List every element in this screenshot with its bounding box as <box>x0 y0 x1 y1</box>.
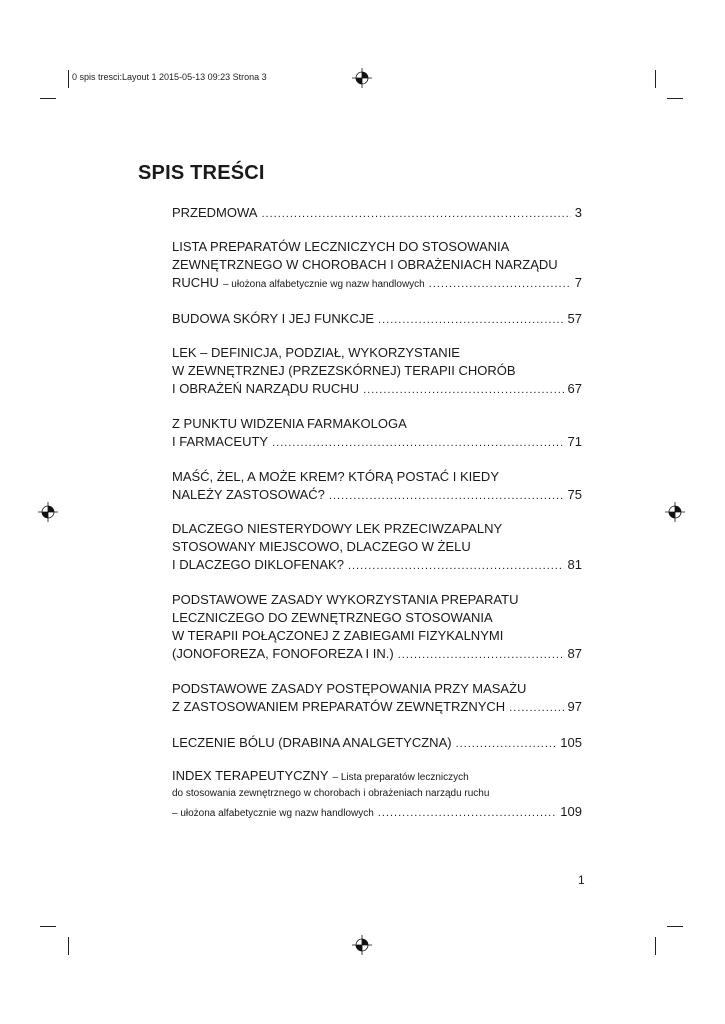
toc-entry[interactable] <box>172 591 582 663</box>
toc-entry-title: W TERAPII POŁĄCZONEJ Z ZABIEGAMI FIZYKALNYMI <box>172 628 504 643</box>
toc-entry[interactable] <box>172 310 582 328</box>
toc-entry-title: Z PUNKTU WIDZENIA FARMAKOLOGA <box>172 416 407 431</box>
dot-leader <box>429 275 571 293</box>
toc-entry-title: PODSTAWOWE ZASADY POSTĘPOWANIA PRZY MASAŻU <box>172 681 527 696</box>
toc-page-number: 75 <box>567 487 582 502</box>
toc-entry-title: INDEX TERAPEUTYCZNY <box>172 768 329 783</box>
crop-mark-bottom-right-v <box>655 937 656 955</box>
dot-leader <box>272 434 563 452</box>
toc-page-number: 67 <box>567 381 582 396</box>
dot-leader <box>509 699 563 717</box>
toc-entry-title: I OBRAŻEŃ NARZĄDU RUCHU <box>172 381 360 396</box>
toc-page-number: 57 <box>567 311 582 326</box>
dot-leader <box>378 311 564 329</box>
crop-mark-bottom-left-v <box>68 937 69 955</box>
toc-entry[interactable] <box>172 344 582 398</box>
toc-entry-note: do stosowania zewnętrznego w chorobach i obrażeniach narządu ruchu <box>172 788 490 799</box>
toc-entry-title: STOSOWANY MIEJSCOWO, DLACZEGO W ŻELU <box>172 539 471 554</box>
toc-page-number: 109 <box>560 804 582 819</box>
dot-leader <box>363 381 563 399</box>
dot-leader <box>261 205 570 223</box>
toc-entry-title: ZEWNĘTRZNEGO W CHOROBACH I OBRAŻENIACH NARZĄDU <box>172 257 558 272</box>
toc-entry-index[interactable] <box>172 767 582 821</box>
toc-entry-title: PRZEDMOWA <box>172 205 258 220</box>
toc-entry[interactable] <box>172 520 582 574</box>
toc-entry-title: NALEŻY ZASTOSOWAĆ? <box>172 487 325 502</box>
dot-leader <box>348 557 564 575</box>
toc-entry[interactable] <box>172 734 582 752</box>
page-number: 1 <box>578 873 585 887</box>
crop-mark-bottom-left-h <box>40 926 56 927</box>
dot-leader <box>398 646 564 664</box>
toc-page-number: 105 <box>560 735 582 750</box>
toc-entry-title: BUDOWA SKÓRY I JEJ FUNKCJE <box>172 311 375 326</box>
toc-entry-title: I DLACZEGO DIKLOFENAK? <box>172 557 344 572</box>
crop-mark-top-right-h <box>667 98 683 99</box>
toc-page-number: 7 <box>574 275 582 290</box>
toc-entry-title: I FARMACEUTY <box>172 434 269 449</box>
registration-mark-top-icon <box>352 68 372 88</box>
toc-entry-title: RUCHU <box>172 275 219 290</box>
toc-entry-note: – Lista preparatów leczniczych <box>332 772 469 783</box>
toc-entry-title: LECZNICZEGO DO ZEWNĘTRZNEGO STOSOWANIA <box>172 610 493 625</box>
toc-entry-title: LISTA PREPARATÓW LECZNICZYCH DO STOSOWANIA <box>172 239 510 254</box>
toc-entry[interactable] <box>172 204 582 222</box>
toc-page-number: 71 <box>567 434 582 449</box>
toc-page-number: 81 <box>567 557 582 572</box>
toc-entry-title: MAŚĆ, ŻEL, A MOŻE KREM? KTÓRĄ POSTAĆ I KIEDY <box>172 469 499 484</box>
printer-slug: 0 spis tresci:Layout 1 2015-05-13 09:23 Strona 3 <box>72 72 267 82</box>
dot-leader <box>456 735 557 753</box>
page-title: SPIS TREŚCI <box>138 162 265 184</box>
toc-entry[interactable] <box>172 238 582 292</box>
crop-mark-top-right-v <box>655 70 656 88</box>
toc-entry-note: – ułożona alfabetycznie wg nazw handlowych <box>172 808 374 819</box>
toc-entry-title: LECZENIE BÓLU (DRABINA ANALGETYCZNA) <box>172 735 452 750</box>
dot-leader <box>378 804 557 822</box>
toc-page-number: 87 <box>567 646 582 661</box>
toc-entry-title: W ZEWNĘTRZNEJ (PRZEZSKÓRNEJ) TERAPII CHORÓB <box>172 363 516 378</box>
toc-entry-title: (JONOFOREZA, FONOFOREZA I IN.) <box>172 646 394 661</box>
toc-page-number: 97 <box>567 699 582 714</box>
toc-entry-title: DLACZEGO NIESTERYDOWY LEK PRZECIWZAPALNY <box>172 521 503 536</box>
registration-mark-left-icon <box>38 502 58 522</box>
toc-entry-title: PODSTAWOWE ZASADY WYKORZYSTANIA PREPARATU <box>172 592 519 607</box>
dot-leader <box>329 487 564 505</box>
crop-mark-top-left-v <box>68 70 69 88</box>
crop-mark-top-left-h <box>40 98 56 99</box>
toc-page-number: 3 <box>574 205 582 220</box>
toc-entry[interactable] <box>172 680 582 716</box>
crop-mark-bottom-right-h <box>667 926 683 927</box>
registration-mark-bottom-icon <box>352 935 372 955</box>
toc-entry-note: – ułożona alfabetycznie wg nazw handlowych <box>222 279 425 290</box>
registration-mark-right-icon <box>665 502 685 522</box>
toc-entry-title: Z ZASTOSOWANIEM PREPARATÓW ZEWNĘTRZNYCH <box>172 699 506 714</box>
toc-entry[interactable] <box>172 468 582 504</box>
toc-entry[interactable] <box>172 415 582 451</box>
toc-entry-title: LEK – DEFINICJA, PODZIAŁ, WYKORZYSTANIE <box>172 345 460 360</box>
